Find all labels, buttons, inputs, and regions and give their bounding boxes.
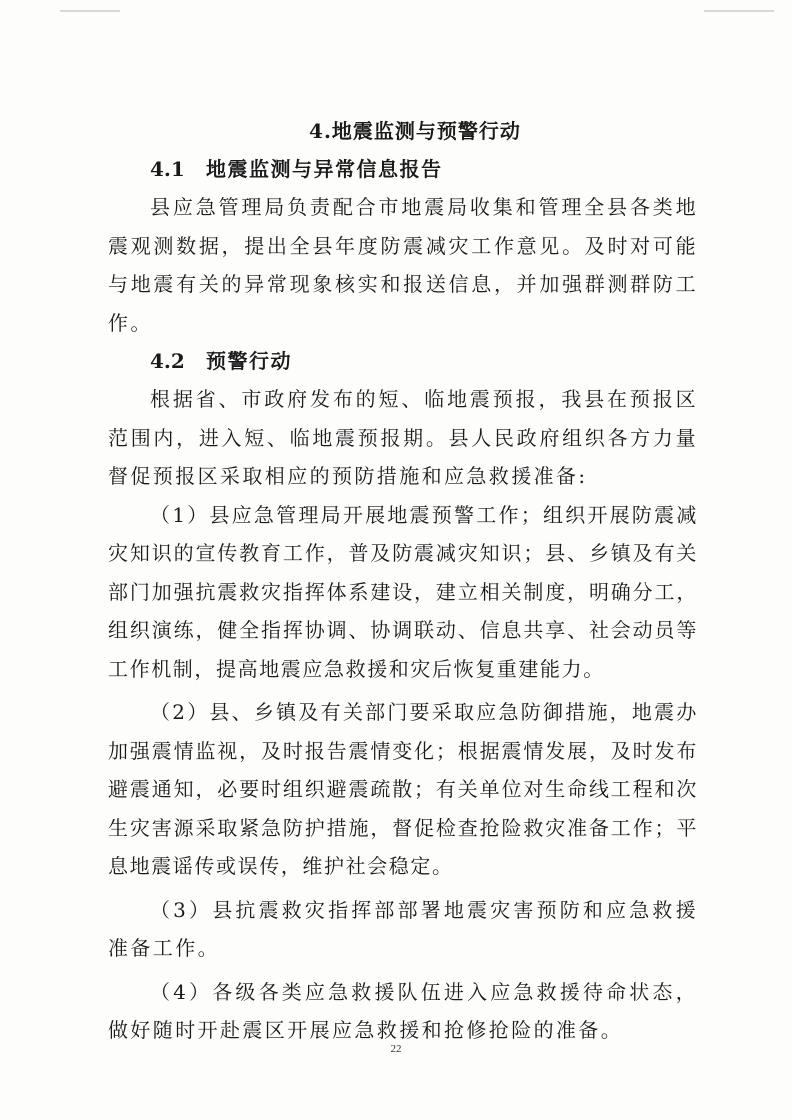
page-number: 22 — [390, 1043, 402, 1055]
paragraph: （2）县、乡镇及有关部门要采取应急防御措施，地震办加强震情监视，及时报告震情变化；根据震情发展，及时发布避震通知，必要时组织避震疏散；有关单位对生命线工程和次生灾害源采取紧急防护措施，督促检查抢险救灾准备工作；平息地震谣传或误传，维护社会稳定。 — [108, 700, 698, 878]
scan-artifact — [704, 10, 774, 12]
section-number: 4.2 — [150, 349, 185, 373]
page-title: 4.地震监测与预警行动 — [309, 119, 521, 143]
section-heading — [108, 342, 698, 380]
paragraph: 根据省、市政府发布的短、临地震预报，我县在预报区范围内，进入短、临地震预报期。县人民政府组织各方力量督促预报区采取相应的预防措施和应急救援准备: — [108, 387, 698, 488]
section-number: 4.1 — [150, 157, 185, 181]
paragraph: （3）县抗震救灾指挥部部署地震灾害预防和应急救援准备工作。 — [108, 897, 698, 960]
scan-artifact — [60, 10, 120, 12]
paragraph: （1）县应急管理局开展地震预警工作；组织开展防震减灾知识的宣传教育工作，普及防震减灾知识；县、乡镇及有关部门加强抗震救灾指挥体系建设，建立相关制度，明确分工，组织演练，健全指挥协调、协调联动、信息共享、社会动员等工作机制，提高地震应急救援和灾后恢复重建能力。 — [108, 502, 698, 681]
paragraph: 县应急管理局负责配合市地震局收集和管理全县各类地震观测数据，提出全县年度防震减灾工作意见。及时对可能与地震有关的异常现象核实和报送信息，并加强群测群防工作。 — [108, 195, 698, 335]
section-title: 地震监测与异常信息报告 — [206, 157, 443, 181]
document-body — [108, 112, 698, 1050]
section-title: 预警行动 — [206, 349, 292, 373]
section-heading — [108, 150, 698, 188]
paragraph: （4）各级各类应急救援队伍进入应急救援待命状态，做好随时开赴震区开展应急救援和抢修抢险的准备。 — [108, 979, 698, 1042]
